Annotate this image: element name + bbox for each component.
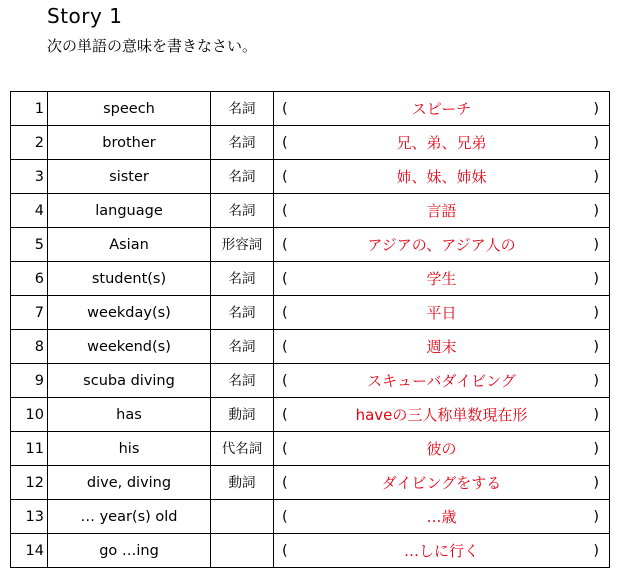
open-parenthesis: (: [282, 406, 288, 423]
japanese-meaning: アジアの、アジア人の: [367, 235, 516, 254]
close-parenthesis: ): [593, 202, 599, 219]
table-row: [11, 228, 610, 262]
japanese-meaning: 平日: [426, 303, 457, 322]
close-parenthesis: ): [593, 236, 599, 253]
row-number: 4: [11, 194, 48, 228]
open-parenthesis: (: [282, 202, 288, 219]
part-of-speech: 名詞: [211, 126, 274, 160]
table-row: [11, 330, 610, 364]
row-number: 11: [11, 432, 48, 466]
row-number: 8: [11, 330, 48, 364]
meaning-cell: [274, 126, 610, 160]
part-of-speech: 動詞: [211, 466, 274, 500]
open-parenthesis: (: [282, 372, 288, 389]
english-word: speech: [48, 92, 211, 126]
part-of-speech: 名詞: [211, 296, 274, 330]
open-parenthesis: (: [282, 508, 288, 525]
english-word: language: [48, 194, 211, 228]
row-number: 6: [11, 262, 48, 296]
meaning-cell: [274, 534, 610, 568]
row-number: 7: [11, 296, 48, 330]
row-number: 2: [11, 126, 48, 160]
part-of-speech: 名詞: [211, 194, 274, 228]
open-parenthesis: (: [282, 134, 288, 151]
row-number: 1: [11, 92, 48, 126]
japanese-meaning: 姉、妹、姉妹: [396, 167, 487, 186]
close-parenthesis: ): [593, 372, 599, 389]
part-of-speech: 動詞: [211, 398, 274, 432]
open-parenthesis: (: [282, 168, 288, 185]
table-row: [11, 364, 610, 398]
english-word: weekday(s): [48, 296, 211, 330]
english-word: his: [48, 432, 211, 466]
english-word: dive, diving: [48, 466, 211, 500]
japanese-meaning: ダイビングをする: [381, 473, 502, 492]
table-row: [11, 500, 610, 534]
part-of-speech: 名詞: [211, 262, 274, 296]
close-parenthesis: ): [593, 474, 599, 491]
table-row: [11, 534, 610, 568]
japanese-meaning: 彼の: [426, 439, 457, 458]
instruction-text: 次の単語の意味を書きなさい。: [47, 37, 258, 55]
meaning-cell: [274, 398, 610, 432]
table-row: [11, 466, 610, 500]
table-row: [11, 262, 610, 296]
table-row: [11, 398, 610, 432]
english-word: go …ing: [48, 534, 211, 568]
open-parenthesis: (: [282, 270, 288, 287]
table-row: [11, 160, 610, 194]
row-number: 14: [11, 534, 48, 568]
close-parenthesis: ): [593, 100, 599, 117]
open-parenthesis: (: [282, 100, 288, 117]
row-number: 12: [11, 466, 48, 500]
english-word: scuba diving: [48, 364, 211, 398]
part-of-speech: [211, 534, 274, 568]
open-parenthesis: (: [282, 304, 288, 321]
vocabulary-table-body: [11, 92, 610, 568]
english-word: has: [48, 398, 211, 432]
japanese-meaning: 兄、弟、兄弟: [396, 133, 487, 152]
meaning-cell: [274, 364, 610, 398]
row-number: 9: [11, 364, 48, 398]
close-parenthesis: ): [593, 440, 599, 457]
close-parenthesis: ): [593, 338, 599, 355]
table-row: [11, 296, 610, 330]
japanese-meaning: 学生: [426, 269, 457, 288]
meaning-cell: [274, 194, 610, 228]
english-word: Asian: [48, 228, 211, 262]
meaning-cell: [274, 432, 610, 466]
meaning-cell: [274, 228, 610, 262]
row-number: 5: [11, 228, 48, 262]
part-of-speech: 名詞: [211, 364, 274, 398]
english-word: … year(s) old: [48, 500, 211, 534]
part-of-speech: 代名詞: [211, 432, 274, 466]
meaning-cell: [274, 296, 610, 330]
table-row: [11, 432, 610, 466]
open-parenthesis: (: [282, 474, 288, 491]
part-of-speech: 形容詞: [211, 228, 274, 262]
close-parenthesis: ): [593, 270, 599, 287]
meaning-cell: [274, 466, 610, 500]
japanese-meaning: …歳: [426, 507, 457, 526]
table-row: [11, 194, 610, 228]
table-row: [11, 126, 610, 160]
row-number: 13: [11, 500, 48, 534]
japanese-meaning: …しに行く: [403, 541, 479, 560]
table-row: [11, 92, 610, 126]
page-title: Story 1: [47, 4, 123, 28]
row-number: 10: [11, 398, 48, 432]
close-parenthesis: ): [593, 542, 599, 559]
close-parenthesis: ): [593, 134, 599, 151]
japanese-meaning: スキューバダイビング: [367, 371, 516, 390]
japanese-meaning: haveの三人称単数現在形: [355, 405, 528, 424]
meaning-cell: [274, 262, 610, 296]
japanese-meaning: 週末: [426, 337, 457, 356]
meaning-cell: [274, 330, 610, 364]
close-parenthesis: ): [593, 304, 599, 321]
row-number: 3: [11, 160, 48, 194]
english-word: sister: [48, 160, 211, 194]
vocabulary-table: [10, 91, 610, 568]
close-parenthesis: ): [593, 168, 599, 185]
meaning-cell: [274, 500, 610, 534]
part-of-speech: 名詞: [211, 92, 274, 126]
part-of-speech: [211, 500, 274, 534]
open-parenthesis: (: [282, 440, 288, 457]
close-parenthesis: ): [593, 508, 599, 525]
open-parenthesis: (: [282, 338, 288, 355]
close-parenthesis: ): [593, 406, 599, 423]
english-word: brother: [48, 126, 211, 160]
english-word: weekend(s): [48, 330, 211, 364]
open-parenthesis: (: [282, 542, 288, 559]
meaning-cell: [274, 92, 610, 126]
meaning-cell: [274, 160, 610, 194]
open-parenthesis: (: [282, 236, 288, 253]
part-of-speech: 名詞: [211, 330, 274, 364]
english-word: student(s): [48, 262, 211, 296]
japanese-meaning: 言語: [426, 201, 457, 220]
part-of-speech: 名詞: [211, 160, 274, 194]
japanese-meaning: スピーチ: [411, 99, 472, 118]
